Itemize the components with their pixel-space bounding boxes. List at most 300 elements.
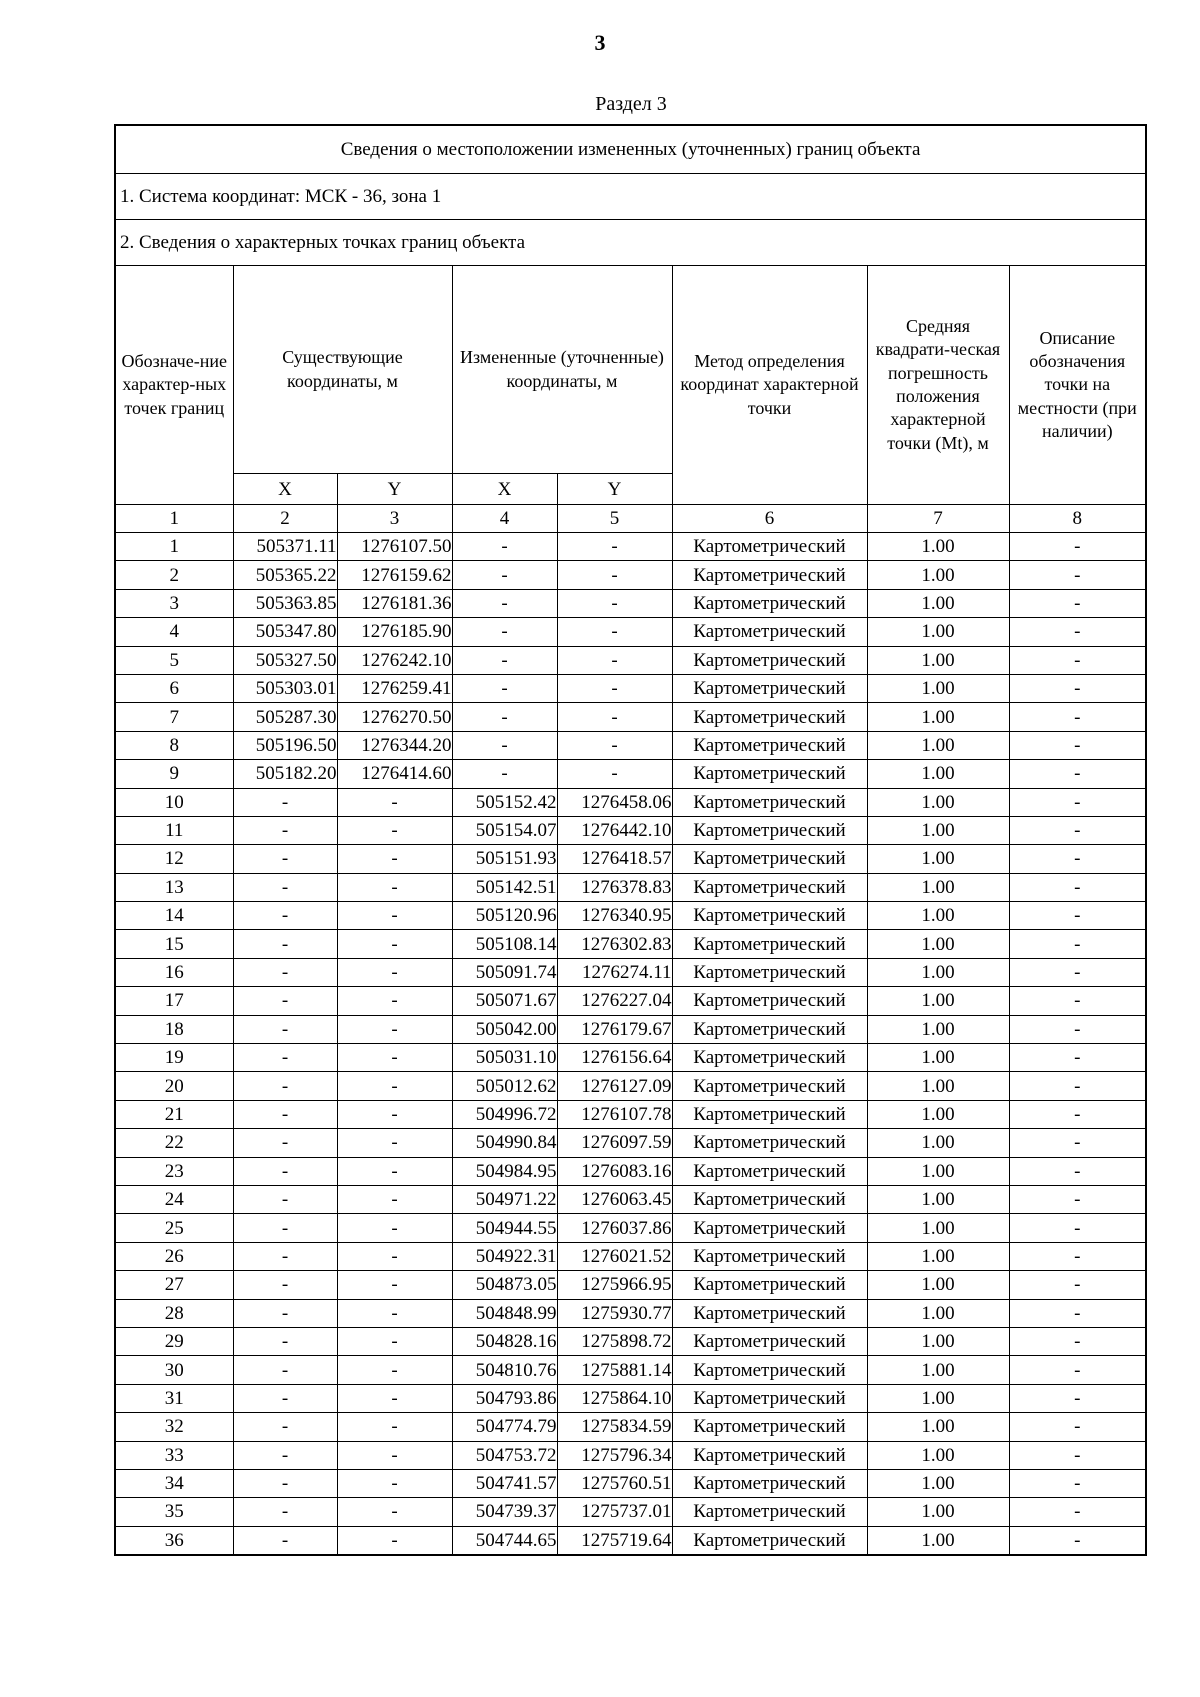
cell-description: -: [1009, 561, 1146, 589]
column-number: 6: [672, 505, 867, 533]
cell-method: Картометрический: [672, 987, 867, 1015]
cell-mean-error: 1.00: [867, 1242, 1009, 1270]
cell-changed-y: 1276083.16: [557, 1157, 672, 1185]
cell-existing-x: -: [233, 1356, 337, 1384]
table-row: [115, 1356, 1146, 1384]
cell-description: -: [1009, 1129, 1146, 1157]
cell-description: -: [1009, 533, 1146, 561]
cell-existing-x: -: [233, 958, 337, 986]
cell-changed-x: 505154.07: [452, 816, 557, 844]
cell-method: Картометрический: [672, 1356, 867, 1384]
cell-method: Картометрический: [672, 589, 867, 617]
cell-mean-error: 1.00: [867, 1356, 1009, 1384]
cell-changed-x: 504990.84: [452, 1129, 557, 1157]
table-row: [115, 1469, 1146, 1497]
cell-method: Картометрический: [672, 731, 867, 759]
cell-existing-y: 1276159.62: [337, 561, 452, 589]
cell-changed-y: -: [557, 731, 672, 759]
cell-description: -: [1009, 1185, 1146, 1213]
cell-point-number: 28: [115, 1299, 233, 1327]
cell-description: -: [1009, 902, 1146, 930]
cell-existing-x: -: [233, 1526, 337, 1555]
cell-existing-x: -: [233, 845, 337, 873]
cell-changed-x: -: [452, 731, 557, 759]
cell-point-number: 2: [115, 561, 233, 589]
cell-description: -: [1009, 1044, 1146, 1072]
cell-point-number: 1: [115, 533, 233, 561]
cell-changed-y: 1275864.10: [557, 1384, 672, 1412]
cell-method: Картометрический: [672, 674, 867, 702]
cell-description: -: [1009, 1384, 1146, 1412]
cell-existing-x: 505365.22: [233, 561, 337, 589]
cell-changed-y: -: [557, 561, 672, 589]
cell-description: -: [1009, 816, 1146, 844]
cell-method: Картометрический: [672, 1498, 867, 1526]
cell-description: -: [1009, 1413, 1146, 1441]
cell-point-number: 14: [115, 902, 233, 930]
cell-changed-y: 1275930.77: [557, 1299, 672, 1327]
cell-changed-x: -: [452, 618, 557, 646]
cell-changed-y: 1276021.52: [557, 1242, 672, 1270]
column-number: 2: [233, 505, 337, 533]
cell-existing-x: -: [233, 1015, 337, 1043]
cell-method: Картометрический: [672, 958, 867, 986]
cell-method: Картометрический: [672, 1072, 867, 1100]
cell-mean-error: 1.00: [867, 1327, 1009, 1355]
column-number: 8: [1009, 505, 1146, 533]
cell-changed-x: 504848.99: [452, 1299, 557, 1327]
table-row: [115, 618, 1146, 646]
table-row: [115, 1214, 1146, 1242]
cell-mean-error: 1.00: [867, 731, 1009, 759]
header-description: Описание обозначения точки на местности (при наличии): [1009, 266, 1146, 505]
cell-changed-x: 504774.79: [452, 1413, 557, 1441]
cell-existing-x: -: [233, 1384, 337, 1412]
cell-existing-x: 505182.20: [233, 760, 337, 788]
table-row: [115, 646, 1146, 674]
cell-method: Картометрический: [672, 1526, 867, 1555]
cell-point-number: 8: [115, 731, 233, 759]
cell-point-number: 6: [115, 674, 233, 702]
header-existing-x: X: [233, 474, 337, 505]
cell-mean-error: 1.00: [867, 1214, 1009, 1242]
cell-description: -: [1009, 987, 1146, 1015]
table-row: [115, 703, 1146, 731]
cell-changed-x: 504971.22: [452, 1185, 557, 1213]
cell-existing-y: -: [337, 902, 452, 930]
cell-existing-y: -: [337, 1384, 452, 1412]
header-changed-x: X: [452, 474, 557, 505]
cell-changed-x: 504873.05: [452, 1271, 557, 1299]
cell-changed-x: 504739.37: [452, 1498, 557, 1526]
cell-mean-error: 1.00: [867, 674, 1009, 702]
cell-mean-error: 1.00: [867, 760, 1009, 788]
cell-point-number: 4: [115, 618, 233, 646]
cell-changed-x: 505152.42: [452, 788, 557, 816]
cell-point-number: 7: [115, 703, 233, 731]
cell-changed-x: 505151.93: [452, 845, 557, 873]
cell-description: -: [1009, 731, 1146, 759]
table-row: [115, 1072, 1146, 1100]
column-number-row: [115, 505, 1146, 533]
cell-mean-error: 1.00: [867, 788, 1009, 816]
cell-point-number: 29: [115, 1327, 233, 1355]
section-label: Раздел 3: [595, 93, 667, 115]
cell-changed-y: 1276097.59: [557, 1129, 672, 1157]
table-row: [115, 1271, 1146, 1299]
cell-existing-y: -: [337, 1441, 452, 1469]
cell-existing-y: -: [337, 788, 452, 816]
cell-changed-x: 504922.31: [452, 1242, 557, 1270]
cell-changed-x: 505120.96: [452, 902, 557, 930]
cell-changed-x: 504744.65: [452, 1526, 557, 1555]
cell-changed-x: 505091.74: [452, 958, 557, 986]
table-row: [115, 1441, 1146, 1469]
cell-changed-x: 504753.72: [452, 1441, 557, 1469]
cell-method: Картометрический: [672, 1129, 867, 1157]
table-row: [115, 561, 1146, 589]
cell-method: Картометрический: [672, 1413, 867, 1441]
cell-mean-error: 1.00: [867, 1100, 1009, 1128]
cell-existing-x: -: [233, 788, 337, 816]
cell-existing-y: -: [337, 987, 452, 1015]
cell-method: Картометрический: [672, 1299, 867, 1327]
cell-mean-error: 1.00: [867, 958, 1009, 986]
cell-existing-y: -: [337, 1299, 452, 1327]
cell-method: Картометрический: [672, 533, 867, 561]
cell-existing-x: 505303.01: [233, 674, 337, 702]
cell-changed-y: 1276063.45: [557, 1185, 672, 1213]
cell-existing-y: -: [337, 1015, 452, 1043]
cell-changed-y: -: [557, 760, 672, 788]
cell-description: -: [1009, 1327, 1146, 1355]
cell-point-number: 13: [115, 873, 233, 901]
cell-changed-y: -: [557, 703, 672, 731]
cell-mean-error: 1.00: [867, 816, 1009, 844]
cell-method: Картометрический: [672, 1384, 867, 1412]
cell-description: -: [1009, 703, 1146, 731]
cell-mean-error: 1.00: [867, 1469, 1009, 1497]
cell-changed-y: 1276458.06: [557, 788, 672, 816]
cell-existing-x: -: [233, 1044, 337, 1072]
cell-point-number: 34: [115, 1469, 233, 1497]
cell-description: -: [1009, 930, 1146, 958]
cell-point-number: 17: [115, 987, 233, 1015]
cell-changed-x: 505142.51: [452, 873, 557, 901]
table-row: [115, 1015, 1146, 1043]
cell-mean-error: 1.00: [867, 1185, 1009, 1213]
cell-changed-x: -: [452, 674, 557, 702]
cell-changed-y: -: [557, 618, 672, 646]
table-row: [115, 589, 1146, 617]
table-row: [115, 1100, 1146, 1128]
header-mean-error: Средняя квадрати-ческая погрешность положения характерной точки (Mt), м: [867, 266, 1009, 505]
cell-description: -: [1009, 1356, 1146, 1384]
cell-mean-error: 1.00: [867, 1441, 1009, 1469]
cell-changed-x: 504984.95: [452, 1157, 557, 1185]
cell-existing-x: -: [233, 1469, 337, 1497]
cell-description: -: [1009, 674, 1146, 702]
cell-existing-y: -: [337, 1469, 452, 1497]
cell-method: Картометрический: [672, 1044, 867, 1072]
cell-description: -: [1009, 1299, 1146, 1327]
header-changed-coordinates: Измененные (уточненные) координаты, м: [452, 266, 672, 474]
cell-point-number: 3: [115, 589, 233, 617]
cell-changed-y: 1275834.59: [557, 1413, 672, 1441]
cell-existing-x: -: [233, 987, 337, 1015]
cell-description: -: [1009, 1072, 1146, 1100]
cell-description: -: [1009, 1214, 1146, 1242]
cell-existing-y: -: [337, 1356, 452, 1384]
cell-changed-y: 1275760.51: [557, 1469, 672, 1497]
table-row: [115, 760, 1146, 788]
cell-existing-y: -: [337, 1072, 452, 1100]
cell-mean-error: 1.00: [867, 1299, 1009, 1327]
cell-point-number: 33: [115, 1441, 233, 1469]
cell-existing-y: 1276414.60: [337, 760, 452, 788]
cell-changed-x: 505042.00: [452, 1015, 557, 1043]
cell-existing-x: -: [233, 1185, 337, 1213]
cell-changed-x: 504741.57: [452, 1469, 557, 1497]
cell-mean-error: 1.00: [867, 1526, 1009, 1555]
cell-existing-x: -: [233, 1242, 337, 1270]
coordinate-system: 1. Система координат: МСК - 36, зона 1: [115, 174, 1146, 220]
cell-changed-y: 1276156.64: [557, 1044, 672, 1072]
points-heading: 2. Сведения о характерных точках границ объекта: [115, 220, 1146, 266]
column-number: 4: [452, 505, 557, 533]
cell-existing-y: 1276270.50: [337, 703, 452, 731]
cell-point-number: 10: [115, 788, 233, 816]
cell-changed-x: 505012.62: [452, 1072, 557, 1100]
cell-existing-y: 1276181.36: [337, 589, 452, 617]
cell-existing-y: -: [337, 1413, 452, 1441]
cell-method: Картометрический: [672, 1469, 867, 1497]
cell-point-number: 20: [115, 1072, 233, 1100]
cell-mean-error: 1.00: [867, 646, 1009, 674]
cell-existing-x: -: [233, 1441, 337, 1469]
cell-description: -: [1009, 646, 1146, 674]
cell-method: Картометрический: [672, 618, 867, 646]
cell-description: -: [1009, 618, 1146, 646]
table-row: [115, 1242, 1146, 1270]
table-row: [115, 958, 1146, 986]
cell-existing-y: 1276242.10: [337, 646, 452, 674]
cell-changed-x: -: [452, 533, 557, 561]
cell-existing-x: -: [233, 1214, 337, 1242]
cell-existing-y: -: [337, 1271, 452, 1299]
cell-method: Картометрический: [672, 1015, 867, 1043]
table-row: [115, 533, 1146, 561]
cell-method: Картометрический: [672, 1185, 867, 1213]
table-row: [115, 1157, 1146, 1185]
cell-point-number: 36: [115, 1526, 233, 1555]
cell-mean-error: 1.00: [867, 1384, 1009, 1412]
cell-method: Картометрический: [672, 873, 867, 901]
cell-changed-y: 1275898.72: [557, 1327, 672, 1355]
column-number: 7: [867, 505, 1009, 533]
cell-description: -: [1009, 1526, 1146, 1555]
table-row: [115, 788, 1146, 816]
table-row: [115, 1384, 1146, 1412]
cell-existing-y: -: [337, 1242, 452, 1270]
cell-existing-x: -: [233, 1299, 337, 1327]
cell-changed-y: 1276179.67: [557, 1015, 672, 1043]
cell-method: Картометрический: [672, 561, 867, 589]
cell-point-number: 5: [115, 646, 233, 674]
cell-existing-y: -: [337, 1498, 452, 1526]
cell-existing-x: 505196.50: [233, 731, 337, 759]
cell-changed-y: 1275796.34: [557, 1441, 672, 1469]
cell-changed-x: 504793.86: [452, 1384, 557, 1412]
cell-changed-y: -: [557, 674, 672, 702]
cell-point-number: 26: [115, 1242, 233, 1270]
cell-changed-x: -: [452, 561, 557, 589]
table-row: [115, 845, 1146, 873]
cell-existing-y: -: [337, 873, 452, 901]
cell-method: Картометрический: [672, 1157, 867, 1185]
cell-method: Картометрический: [672, 703, 867, 731]
cell-point-number: 35: [115, 1498, 233, 1526]
header-point-designation: Обозначе-ние характер-ных точек границ: [115, 266, 233, 505]
cell-existing-x: 505327.50: [233, 646, 337, 674]
cell-changed-y: 1276378.83: [557, 873, 672, 901]
cell-changed-y: -: [557, 533, 672, 561]
page-number: 3: [594, 30, 606, 55]
cell-description: -: [1009, 845, 1146, 873]
cell-point-number: 9: [115, 760, 233, 788]
cell-description: -: [1009, 1015, 1146, 1043]
cell-existing-x: -: [233, 1157, 337, 1185]
table-row: [115, 1129, 1146, 1157]
cell-description: -: [1009, 589, 1146, 617]
cell-mean-error: 1.00: [867, 1413, 1009, 1441]
cell-method: Картометрический: [672, 1100, 867, 1128]
cell-existing-y: -: [337, 1044, 452, 1072]
cell-changed-y: 1275719.64: [557, 1526, 672, 1555]
cell-existing-x: -: [233, 1413, 337, 1441]
table-row: [115, 930, 1146, 958]
cell-method: Картометрический: [672, 902, 867, 930]
cell-method: Картометрический: [672, 1214, 867, 1242]
cell-existing-x: -: [233, 902, 337, 930]
cell-point-number: 31: [115, 1384, 233, 1412]
cell-point-number: 25: [115, 1214, 233, 1242]
cell-point-number: 18: [115, 1015, 233, 1043]
cell-existing-x: -: [233, 930, 337, 958]
cell-existing-x: -: [233, 1072, 337, 1100]
cell-changed-y: 1275881.14: [557, 1356, 672, 1384]
cell-existing-y: -: [337, 958, 452, 986]
cell-changed-x: 504810.76: [452, 1356, 557, 1384]
cell-point-number: 15: [115, 930, 233, 958]
cell-existing-y: -: [337, 930, 452, 958]
cell-point-number: 32: [115, 1413, 233, 1441]
cell-description: -: [1009, 1100, 1146, 1128]
cell-description: -: [1009, 873, 1146, 901]
column-number: 5: [557, 505, 672, 533]
cell-changed-x: 504996.72: [452, 1100, 557, 1128]
cell-mean-error: 1.00: [867, 589, 1009, 617]
cell-changed-y: 1276418.57: [557, 845, 672, 873]
cell-changed-y: -: [557, 646, 672, 674]
cell-description: -: [1009, 958, 1146, 986]
cell-existing-y: -: [337, 845, 452, 873]
table-row: [115, 1327, 1146, 1355]
cell-method: Картометрический: [672, 760, 867, 788]
cell-existing-x: 505371.11: [233, 533, 337, 561]
table-row: [115, 674, 1146, 702]
cell-existing-x: -: [233, 1327, 337, 1355]
cell-existing-y: -: [337, 1129, 452, 1157]
cell-changed-y: 1276302.83: [557, 930, 672, 958]
cell-method: Картометрический: [672, 930, 867, 958]
cell-changed-x: 505071.67: [452, 987, 557, 1015]
cell-existing-x: -: [233, 1129, 337, 1157]
cell-mean-error: 1.00: [867, 561, 1009, 589]
cell-point-number: 19: [115, 1044, 233, 1072]
cell-method: Картометрический: [672, 1271, 867, 1299]
cell-method: Картометрический: [672, 788, 867, 816]
cell-existing-y: 1276344.20: [337, 731, 452, 759]
cell-changed-x: 505108.14: [452, 930, 557, 958]
cell-method: Картометрический: [672, 816, 867, 844]
table-row: [115, 1299, 1146, 1327]
cell-point-number: 22: [115, 1129, 233, 1157]
cell-description: -: [1009, 760, 1146, 788]
table-row: [115, 1185, 1146, 1213]
cell-method: Картометрический: [672, 1242, 867, 1270]
cell-changed-y: 1276227.04: [557, 987, 672, 1015]
boundary-points-table: [114, 124, 1147, 1556]
cell-method: Картометрический: [672, 1327, 867, 1355]
cell-mean-error: 1.00: [867, 1044, 1009, 1072]
table-title: Сведения о местоположении измененных (уточненных) границ объекта: [115, 125, 1146, 174]
cell-changed-y: 1275966.95: [557, 1271, 672, 1299]
cell-method: Картометрический: [672, 1441, 867, 1469]
cell-existing-y: -: [337, 1185, 452, 1213]
column-number: 1: [115, 505, 233, 533]
cell-existing-y: -: [337, 1327, 452, 1355]
cell-mean-error: 1.00: [867, 1072, 1009, 1100]
table-row: [115, 731, 1146, 759]
cell-mean-error: 1.00: [867, 533, 1009, 561]
table-row: [115, 816, 1146, 844]
cell-changed-x: -: [452, 646, 557, 674]
cell-point-number: 24: [115, 1185, 233, 1213]
header-existing-y: Y: [337, 474, 452, 505]
cell-mean-error: 1.00: [867, 845, 1009, 873]
cell-existing-y: -: [337, 1526, 452, 1555]
cell-method: Картометрический: [672, 845, 867, 873]
header-method: Метод определения координат характерной точки: [672, 266, 867, 505]
cell-changed-y: 1276107.78: [557, 1100, 672, 1128]
table-row: [115, 1498, 1146, 1526]
cell-existing-x: -: [233, 1100, 337, 1128]
cell-mean-error: 1.00: [867, 1498, 1009, 1526]
cell-point-number: 21: [115, 1100, 233, 1128]
cell-mean-error: 1.00: [867, 1129, 1009, 1157]
cell-mean-error: 1.00: [867, 618, 1009, 646]
cell-mean-error: 1.00: [867, 703, 1009, 731]
cell-changed-x: 505031.10: [452, 1044, 557, 1072]
cell-mean-error: 1.00: [867, 1157, 1009, 1185]
cell-mean-error: 1.00: [867, 1015, 1009, 1043]
cell-point-number: 23: [115, 1157, 233, 1185]
column-number: 3: [337, 505, 452, 533]
table-row: [115, 902, 1146, 930]
cell-mean-error: 1.00: [867, 1271, 1009, 1299]
cell-existing-y: 1276107.50: [337, 533, 452, 561]
